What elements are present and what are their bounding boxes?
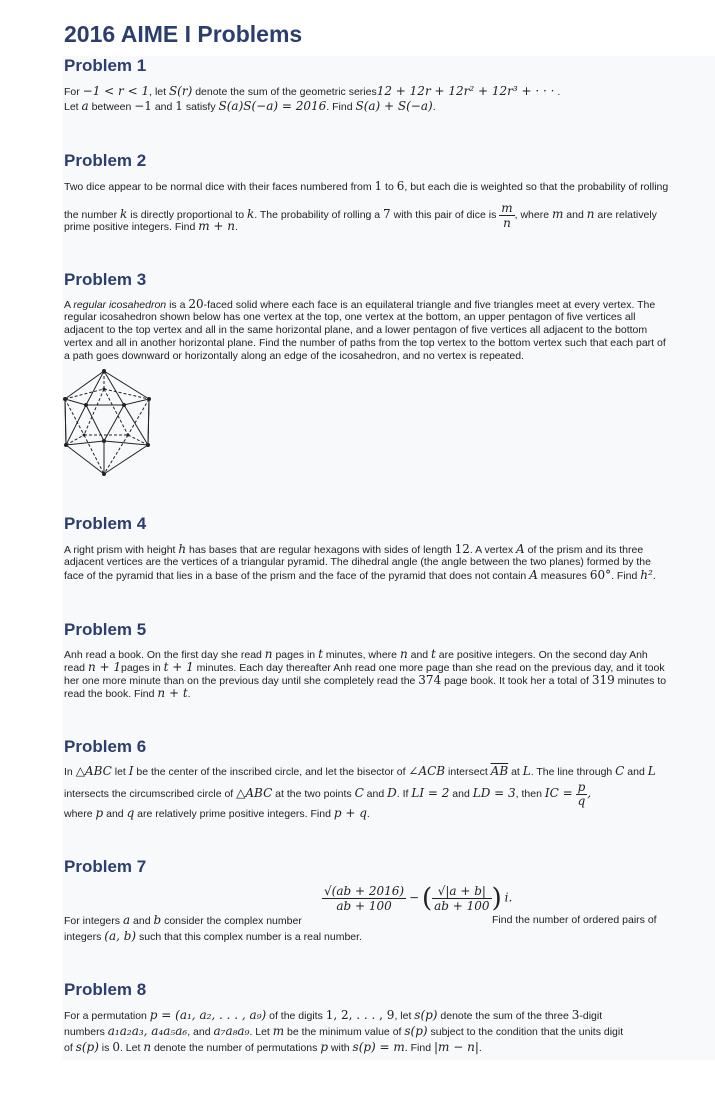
math: s(p) (404, 1024, 428, 1038)
text: minutes to (614, 675, 667, 687)
left-paren: ( (421, 883, 433, 914)
equation-fraction-2 (432, 884, 491, 913)
math: n + t (157, 686, 188, 700)
text: pages in (272, 649, 319, 661)
math: p + q (333, 806, 367, 820)
math: L (522, 764, 531, 778)
problem-7-line-2 (64, 930, 362, 944)
text: denote the sum of the geometric series (192, 86, 377, 98)
fraction-numerator: m (501, 200, 513, 215)
math: 12 + 12r + 12r² + 12r³ + · · · (376, 84, 555, 98)
text: . (652, 570, 656, 582)
math: 60° (589, 568, 612, 582)
text: with (328, 1042, 353, 1054)
text: intersects the circumscribed circle of (64, 788, 237, 800)
fraction-denominator: ab + 100 (434, 899, 490, 913)
math: L (647, 764, 656, 778)
text: , let (149, 86, 169, 98)
problem-8-line-2 (64, 1025, 623, 1039)
math: A (516, 542, 525, 556)
text: pages in (120, 662, 164, 674)
text: . (187, 688, 191, 700)
text: , but each die is weighted so that the probability of rolling (404, 181, 669, 193)
problem-4-title: Problem 4 (64, 514, 147, 533)
math: a₁a₂a₃, a₄a₅a₆ (107, 1024, 188, 1038)
text: are positive integers. On the second day Anh (435, 649, 648, 661)
text: consider the complex number (161, 915, 302, 927)
math: k (246, 207, 255, 221)
text: and (563, 209, 587, 221)
text: . Find (404, 1042, 434, 1054)
problem-3-line-5: a path goes downward or horizontally along an edge of the icosahedron, and no vertex is repeated. (64, 350, 524, 362)
math: t (431, 647, 436, 661)
text: has bases that are regular hexagons with sides of length (186, 544, 455, 556)
text: and (624, 766, 648, 778)
text: read the book. Find (64, 688, 158, 700)
math: t (318, 647, 323, 661)
text: the number (64, 209, 121, 221)
math: 20 (188, 297, 204, 311)
text: satisfy (182, 101, 219, 113)
math: S(a) + S(−a) (355, 99, 433, 113)
text: , let (394, 1010, 415, 1022)
text: be the center of the inscribed circle, and let the bisector of (133, 766, 409, 778)
text: integers (64, 931, 105, 943)
math: t + 1 (163, 660, 194, 674)
text: . Find (326, 101, 356, 113)
text: at the two points (272, 788, 355, 800)
math: p (95, 806, 104, 820)
text: such that this complex number is a real number. (136, 931, 362, 943)
text: page book. It took her a total of (441, 675, 592, 687)
math: |m − n| (433, 1040, 479, 1054)
math: n (586, 207, 595, 221)
text: between (88, 101, 135, 113)
fraction-denominator: ab + 100 (336, 899, 392, 913)
problem-6-line-2 (64, 778, 591, 809)
text: Anh read a book. On the first day she read (64, 649, 265, 661)
page-title: 2016 AIME I Problems (64, 21, 303, 47)
icosahedron-diagram (62, 367, 152, 477)
problem-7-title: Problem 7 (64, 857, 147, 876)
problem-8-title: Problem 8 (64, 980, 147, 999)
math: −1 < r < 1 (82, 84, 150, 98)
problem-1-title: Problem 1 (64, 56, 147, 75)
text: her one more minute than on the previous day until she completely read the (64, 675, 419, 687)
text: read (64, 662, 88, 674)
problem-1-line-1 (64, 85, 560, 99)
problem-6-line-3 (64, 807, 370, 821)
math: i. (504, 890, 513, 905)
text: and (103, 808, 127, 820)
problem-4-line-2: adjacent vertices are the vertices of a triangular pyramid. The dihedral angle (the angle between the two planes) formed by the (64, 556, 651, 568)
text: . (478, 1042, 482, 1054)
math: S(a)S(−a) = 2016 (218, 99, 327, 113)
math: 1, 2, . . . , 9 (325, 1008, 395, 1022)
math: m (272, 1024, 285, 1038)
math: (a, b) (104, 929, 137, 943)
text: prime positive integers. Find (64, 221, 199, 233)
problem-5-line-3 (64, 674, 666, 688)
text: . (554, 86, 561, 98)
math: n (399, 647, 408, 661)
problem-6-line-1 (64, 765, 656, 779)
problem-6-title: Problem 6 (64, 737, 147, 756)
math: LD = 3 (472, 786, 516, 800)
text: -digit (579, 1010, 603, 1022)
fraction-m-over-n (499, 201, 514, 230)
text: . The probability of rolling a (254, 209, 384, 221)
text: . A vertex (469, 544, 517, 556)
text: , and (187, 1026, 214, 1038)
math: n + 1 (87, 660, 121, 674)
text: of (64, 1042, 76, 1054)
text: , where (514, 209, 552, 221)
right-paren: ) (491, 883, 502, 914)
math: △ABC (236, 786, 273, 800)
text: of the prism and its three (524, 544, 644, 556)
text: denote the number of permutations (151, 1042, 321, 1054)
text: of the digits (266, 1010, 326, 1022)
math-segment: $\overline{AB}$ (490, 764, 509, 778)
math: C (354, 786, 364, 800)
text: For (64, 86, 83, 98)
problem-8-line-1 (64, 1009, 602, 1023)
text: let (111, 766, 129, 778)
problem-3-line-4: vertex and all in another horizontal plane. Find the number of paths from the top vertex to the bottom vertex such that each part of (64, 337, 666, 349)
problem-3-line-1 (64, 298, 655, 312)
text: subject to the condition that the units digit (427, 1026, 624, 1038)
text: is directly proportional to (127, 209, 247, 221)
math: − (409, 890, 420, 905)
math: p (320, 1040, 329, 1054)
math: n (264, 647, 273, 661)
text: Let (64, 101, 82, 113)
math: 6 (396, 179, 405, 193)
text: and (449, 788, 473, 800)
fraction-numerator: √|a + b| (432, 884, 491, 899)
math: 1 (175, 99, 183, 113)
problem-3-line-2: regular icosahedron shown below has one vertex at the top, one vertex at the bottom, an upper pentagon of five vertices all (64, 311, 636, 323)
math: b (153, 913, 162, 927)
text: . Let (249, 1026, 273, 1038)
problem-7-line-1 (64, 914, 302, 928)
math: 12 (454, 542, 470, 556)
math: s(p) = m (352, 1040, 405, 1054)
problem-7-equation (322, 884, 512, 913)
problem-3-line-3: adjacent to the top vertex and all in the same horizontal plane, and a lower pentagon of five vertices all adjacent to the bottom (64, 324, 648, 336)
math: LI = 2 (411, 786, 450, 800)
text: A (64, 299, 74, 311)
math: D (387, 786, 397, 800)
math: a (81, 99, 89, 113)
problem-4-line-1 (64, 543, 643, 557)
text: is a (166, 299, 189, 311)
problem-1-line-2 (64, 100, 436, 114)
text: at (508, 766, 523, 778)
math: △ABC (75, 764, 112, 778)
fraction-denominator: q (577, 793, 586, 808)
text: . (366, 808, 370, 820)
text: and (151, 101, 176, 113)
text: measures (537, 570, 590, 582)
math: A (529, 568, 538, 582)
math: I (128, 764, 134, 778)
emphasis: regular icosahedron (73, 299, 167, 311)
math: C (615, 764, 625, 778)
fraction-p-over-q (576, 781, 588, 808)
text: intersect (445, 766, 491, 778)
text: with this pair of dice is (390, 209, 500, 221)
text: and (130, 915, 154, 927)
math: q (126, 806, 135, 820)
math: ∠ACB (408, 764, 446, 778)
problem-5-title: Problem 5 (64, 620, 147, 639)
text: . The line through (530, 766, 616, 778)
text: are relatively (594, 209, 657, 221)
fraction-denominator: n (503, 215, 511, 230)
math: s(p) (414, 1008, 438, 1022)
math: s(p) (75, 1040, 99, 1054)
text: In (64, 766, 76, 778)
math: a (122, 913, 131, 927)
text: and (363, 788, 388, 800)
fraction-numerator: p (577, 779, 586, 794)
math: IC = (544, 786, 573, 800)
problem-4-line-3 (64, 569, 656, 583)
problem-2-title: Problem 2 (64, 151, 147, 170)
problem-5-line-1 (64, 648, 648, 662)
text: For a permutation (64, 1010, 150, 1022)
text: A right prism with height (64, 544, 179, 556)
text: minutes, where (322, 649, 400, 661)
text: For integers (64, 915, 123, 927)
math: 3 (571, 1008, 580, 1022)
math: −1 (134, 99, 152, 113)
math: n (143, 1040, 152, 1054)
text: minutes. Each day thereafter Anh read one more page than she read on the previous day, and it took (193, 662, 665, 674)
problem-3-title: Problem 3 (64, 270, 147, 289)
text: . (432, 101, 436, 113)
problem-7-line-1-right: Find the number of ordered pairs of (492, 914, 657, 926)
math: 374 (418, 673, 442, 687)
text: . (235, 221, 238, 233)
fraction-numerator: √(ab + 2016) (324, 884, 405, 898)
text: denote the sum of the three (437, 1010, 572, 1022)
text: . If (396, 788, 412, 800)
text: numbers (64, 1026, 108, 1038)
math: 0 (112, 1040, 120, 1054)
problem-5-line-4 (64, 687, 191, 701)
math: m (551, 207, 564, 221)
math: h² (640, 568, 653, 582)
problem-2-line-1 (64, 180, 668, 194)
equation-fraction-1 (322, 884, 406, 913)
math: h (178, 542, 187, 556)
math: p = (a₁, a₂, . . . , a₉) (149, 1008, 267, 1022)
text: and (407, 649, 432, 661)
text: be the minimum value of (284, 1026, 405, 1038)
text: to (382, 181, 397, 193)
math: m + n (198, 219, 236, 233)
math: 1 (374, 179, 383, 193)
problem-2-line-3 (64, 220, 238, 234)
math: , (587, 786, 592, 800)
text: are relatively prime positive integers. Find (134, 808, 334, 820)
problem-8-line-3 (64, 1041, 482, 1055)
math: S(r) (168, 84, 193, 98)
text: face of the pyramid that lies in a base of the prism and the face of the pyramid that does not contain (64, 570, 530, 582)
problem-5-line-2 (64, 661, 665, 675)
text: is (98, 1042, 113, 1054)
math: a₇a₈a₉ (213, 1024, 250, 1038)
text: . Let (119, 1042, 144, 1054)
text: where (64, 808, 96, 820)
math: 319 (591, 673, 615, 687)
math: 7 (383, 207, 391, 221)
text: , then (515, 788, 545, 800)
math: k (120, 207, 128, 221)
text: Two dice appear to be normal dice with their faces numbered from (64, 181, 375, 193)
text: . Find (611, 570, 641, 582)
text: -faced solid where each face is an equilateral triangle and five triangles meet at every vertex. The (203, 299, 656, 311)
